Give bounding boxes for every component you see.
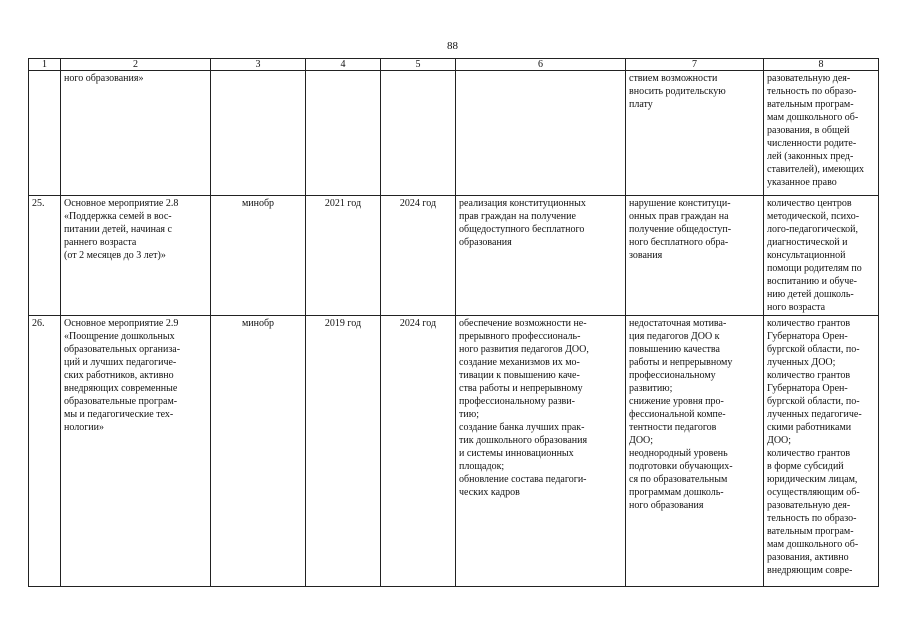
consequence-cell: ствием возможности вносить родительскую плату <box>626 71 764 196</box>
measures-table <box>28 58 879 587</box>
row-number-cell: 26. <box>29 316 61 587</box>
page-number: 88 <box>447 40 458 52</box>
start-year-cell <box>306 71 381 196</box>
row-number-cell: 25. <box>29 196 61 316</box>
table-row <box>29 316 879 587</box>
start-year-cell: 2021 год <box>306 196 381 316</box>
event-cell: Основное мероприятие 2.9 «Поощрение дошкольных образовательных организа- ций и лучших педагогиче- ских работников, активно внедряющих современные образовательные програм- мы и педагогические тех- нологии» <box>61 316 211 587</box>
end-year-cell: 2024 год <box>381 316 456 587</box>
col-header-2: 2 <box>61 59 211 71</box>
executor-cell: минобр <box>211 196 306 316</box>
col-header-8: 8 <box>764 59 879 71</box>
col-header-7: 7 <box>626 59 764 71</box>
executor-cell <box>211 71 306 196</box>
table-row <box>29 71 879 196</box>
indicator-cell: количество центров методической, психо- лого-педагогической, диагностической и консультационной помощи родителям по воспитанию и обуче- нию детей дошколь- ного возраста <box>764 196 879 316</box>
expected-result-cell: обеспечение возможности не- прерывного профессиональ- ного развития педагогов ДОО, создание механизмов их мо- тивации к повышению каче- ства работы и непрерывному профессиональному разви- тию; создание банка лучших прак- тик дошкольного образования и системы инновационных площадок; обновление состава педагоги- ческих кадров <box>456 316 626 587</box>
expected-result-cell: реализация конституционных прав граждан на получение общедоступного бесплатного образования <box>456 196 626 316</box>
start-year-cell: 2019 год <box>306 316 381 587</box>
end-year-cell: 2024 год <box>381 196 456 316</box>
consequence-cell: нарушение конституци- онных прав граждан на получение общедоступ- ного бесплатного обра- зования <box>626 196 764 316</box>
col-header-6: 6 <box>456 59 626 71</box>
table-row <box>29 196 879 316</box>
event-cell: ного образования» <box>61 71 211 196</box>
consequence-cell: недостаточная мотива- ция педагогов ДОО к повышению качества работы и непрерывному профессиональному развитию; снижение уровня про- фессиональной компе- тентности педагогов ДОО; неоднородный уровень подготовки обучающих- ся по образовательным программам дошколь- ного образования <box>626 316 764 587</box>
end-year-cell <box>381 71 456 196</box>
col-header-1: 1 <box>29 59 61 71</box>
col-header-3: 3 <box>211 59 306 71</box>
executor-cell: минобр <box>211 316 306 587</box>
indicator-cell: количество грантов Губернатора Орен- бургской области, по- лученных ДОО; количество грантов Губернатора Орен- бургской области, по- лученных педагогиче- скими работниками ДОО; количество грантов в форме субсидий юридическим лицам, осуществляющим об- разовательную дея- тельность по образо- вательным програм- мам дошкольного об- разования, активно внедряющим совре- <box>764 316 879 587</box>
event-cell: Основное мероприятие 2.8 «Поддержка семей в вос- питании детей, начиная с раннего возраста (от 2 месяцев до 3 лет)» <box>61 196 211 316</box>
expected-result-cell <box>456 71 626 196</box>
col-header-5: 5 <box>381 59 456 71</box>
indicator-cell: разовательную дея- тельность по образо- вательным програм- мам дошкольного об- разования, в общей численности родите- лей (законных пред- ставителей), имеющих указанное право <box>764 71 879 196</box>
col-header-4: 4 <box>306 59 381 71</box>
column-number-row <box>29 59 879 71</box>
row-number-cell <box>29 71 61 196</box>
